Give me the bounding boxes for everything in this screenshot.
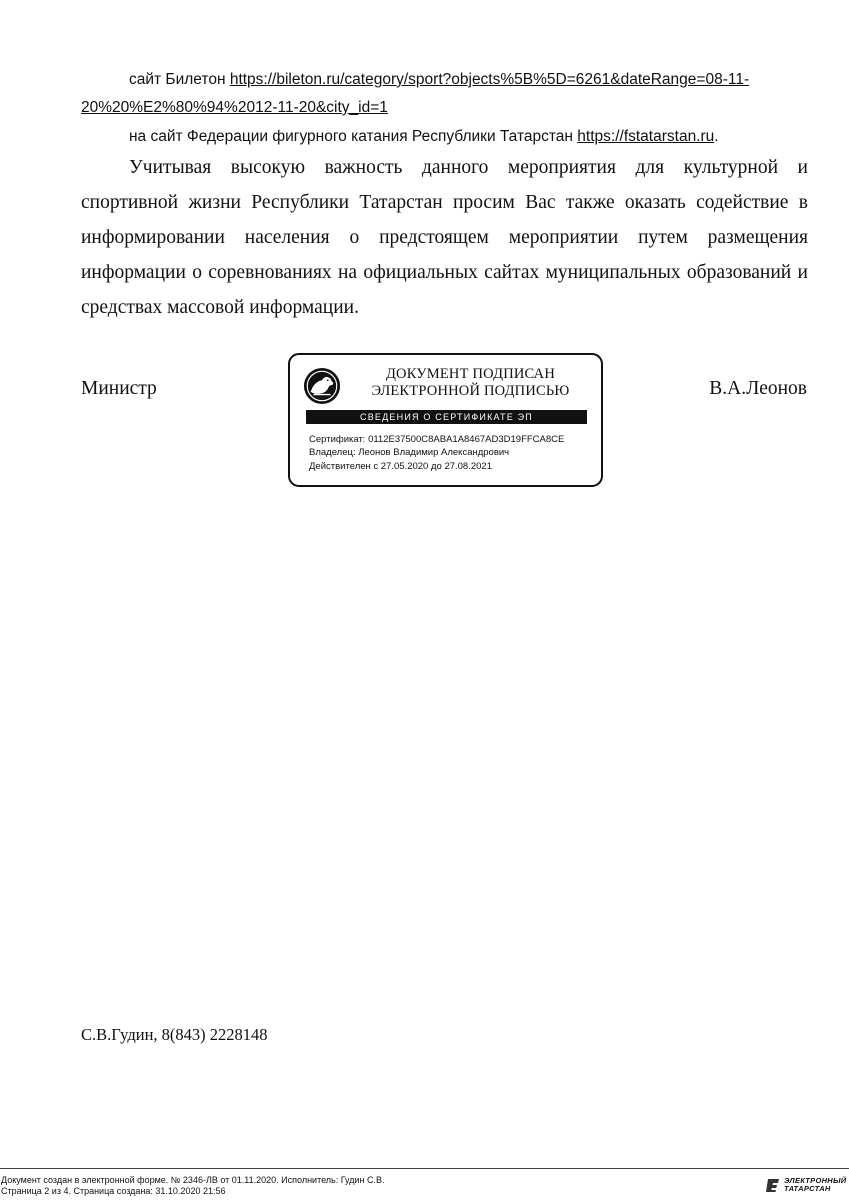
electronic-tatarstan-logo-text xyxy=(784,1177,847,1193)
federation-prefix: на сайт Федерации фигурного катания Республики Татарстан xyxy=(129,128,578,145)
federation-suffix: . xyxy=(714,128,719,145)
footer-page-info: Страница 2 из 4. Страница создана: 31.10.2020 21:56 xyxy=(1,1186,226,1196)
certificate-number: Сертификат: 0112E37500C8ABA1A8467AD3D19FFCA8CE xyxy=(309,434,565,445)
tatarstan-coat-of-arms-icon xyxy=(303,367,341,405)
stamp-title xyxy=(350,366,591,400)
electronic-signature-stamp xyxy=(288,353,603,487)
paragraph-line: средствах массовой информации. xyxy=(81,297,359,318)
paragraph-line: Учитывая высокую важность данного мероприятия для культурной и xyxy=(129,157,808,178)
electronic-tatarstan-logo-icon xyxy=(765,1177,781,1193)
footer-divider xyxy=(0,1168,849,1169)
logo-text-line: ЭЛЕКТРОННЫЙ xyxy=(784,1176,847,1185)
certificate-info-bar: СВЕДЕНИЯ О СЕРТИФИКАТЕ ЭП xyxy=(306,410,587,424)
footer-document-info: Документ создан в электронной форме. № 2346-ЛВ от 01.11.2020. Исполнитель: Гудин С.В. xyxy=(1,1175,385,1185)
certificate-validity: Действителен с 27.05.2020 до 27.08.2021 xyxy=(309,461,492,472)
federation-link-line xyxy=(129,127,719,147)
bileton-link-continuation[interactable]: 20%20%E2%80%94%2012-11-20&city_id=1 xyxy=(81,99,388,116)
federation-link[interactable]: https://fstatarstan.ru xyxy=(577,128,715,145)
logo-text-line: ТАТАРСТАН xyxy=(784,1184,831,1193)
bileton-link-line-2 xyxy=(81,98,388,118)
signer-name: В.А.Леонов xyxy=(709,378,807,399)
bileton-prefix: сайт Билетон xyxy=(129,71,230,88)
stamp-title-line: ДОКУМЕНТ ПОДПИСАН xyxy=(385,366,556,382)
bileton-link-line-1 xyxy=(129,70,749,90)
paragraph-line: информировании населения о предстоящем мероприятии путем размещения xyxy=(81,227,808,248)
bileton-link[interactable]: https://bileton.ru/category/sport?objects%5B%5D=6261&dateRange=08-11- xyxy=(229,71,750,88)
certificate-owner: Владелец: Леонов Владимир Александрович xyxy=(309,447,510,458)
executor-contact: С.В.Гудин, 8(843) 2228148 xyxy=(81,1025,268,1044)
paragraph-line: информации о соревнованиях на официальных сайтах муниципальных образований и xyxy=(81,262,808,283)
signer-position: Министр xyxy=(81,378,157,399)
page-footer xyxy=(1,1175,384,1197)
stamp-title-line: ЭЛЕКТРОННОЙ ПОДПИСЬЮ xyxy=(371,383,570,399)
request-paragraph xyxy=(81,150,808,325)
electronic-tatarstan-logo xyxy=(765,1176,847,1195)
paragraph-line: спортивной жизни Республики Татарстан просим Вас также оказать содействие в xyxy=(81,192,808,213)
